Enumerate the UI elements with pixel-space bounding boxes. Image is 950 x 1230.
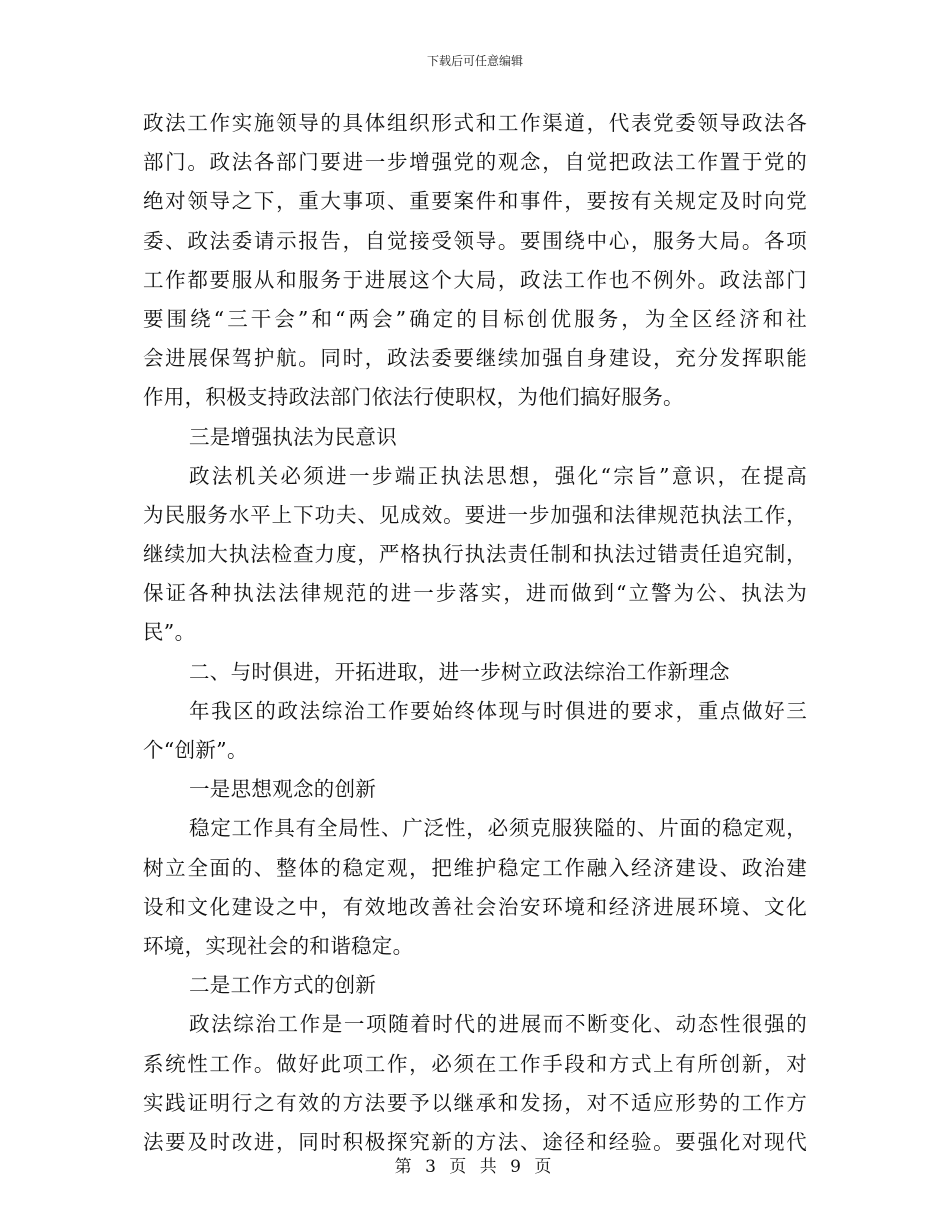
- text-line: 设和文化建设之中，有效地改善社会治安环境和经济进展环境、文化: [143, 894, 807, 919]
- text-line: 三是增强执法为民意识: [189, 424, 397, 449]
- text-line: 实践证明行之有效的方法要予以继承和发扬，对不适应形势的工作方: [143, 1090, 807, 1115]
- text-line: 要围绕“三干会”和“两会”确定的目标创优服务，为全区经济和社: [143, 306, 807, 331]
- text-line: 民”。: [143, 620, 196, 645]
- page-number: 第 3 页 共 9 页: [394, 1157, 556, 1177]
- text-line: 绝对领导之下，重大事项、重要案件和事件，要按有关规定及时向党: [143, 189, 807, 214]
- text-line: 政法综治工作是一项随着时代的进展而不断变化、动态性很强的: [189, 1012, 807, 1037]
- text-line: 树立全面的、整体的稳定观，把维护稳定工作融入经济建设、政治建: [143, 855, 807, 880]
- text-line: 作用，积极支持政法部门依法行使职权，为他们搞好服务。: [143, 385, 684, 410]
- page-header: 下载后可任意编辑: [426, 54, 523, 68]
- document-body: [143, 104, 807, 1162]
- text-line: 系统性工作。做好此项工作，必须在工作手段和方式上有所创新，对: [143, 1051, 807, 1076]
- text-line: 稳定工作具有全局性、广泛性，必须克服狭隘的、片面的稳定观，: [189, 816, 807, 841]
- text-line: 继续加大执法检查力度，严格执行执法责任制和执法过错责任追究制，: [143, 542, 807, 567]
- text-line: 个“创新”。: [143, 738, 248, 762]
- text-line: 为民服务水平上下功夫、见成效。要进一步加强和法律规范执法工作，: [143, 502, 807, 527]
- text-line: 环境，实现社会的和谐稳定。: [143, 933, 414, 958]
- text-line: 二、与时俱进，开拓进取，进一步树立政法综治工作新理念: [189, 659, 730, 684]
- text-line: 一是思想观念的创新: [189, 777, 377, 802]
- text-line: 工作都要服从和服务于进展这个大局，政法工作也不例外。政法部门: [143, 267, 807, 292]
- text-line: 二是工作方式的创新: [189, 973, 377, 998]
- text-line: 会进展保驾护航。同时，政法委要继续加强自身建设，充分发挥职能: [143, 346, 807, 371]
- text-line: 保证各种执法法律规范的进一步落实，进而做到“立警为公、执法为: [143, 581, 807, 606]
- text-line: 政法工作实施领导的具体组织形式和工作渠道，代表党委领导政法各: [143, 111, 807, 135]
- text-line: 法要及时改进，同时积极探究新的方法、途径和经验。要强化对现代: [143, 1129, 807, 1154]
- text-line: 部门。政法各部门要进一步增强党的观念，自觉把政法工作置于党的: [143, 150, 807, 175]
- text-line: 年我区的政法综治工作要始终体现与时俱进的要求，重点做好三: [189, 698, 807, 723]
- text-line: 委、政法委请示报告，自觉接受领导。要围绕中心，服务大局。各项: [143, 228, 807, 253]
- text-line: 政法机关必须进一步端正执法思想，强化“宗旨”意识，在提高: [189, 463, 807, 488]
